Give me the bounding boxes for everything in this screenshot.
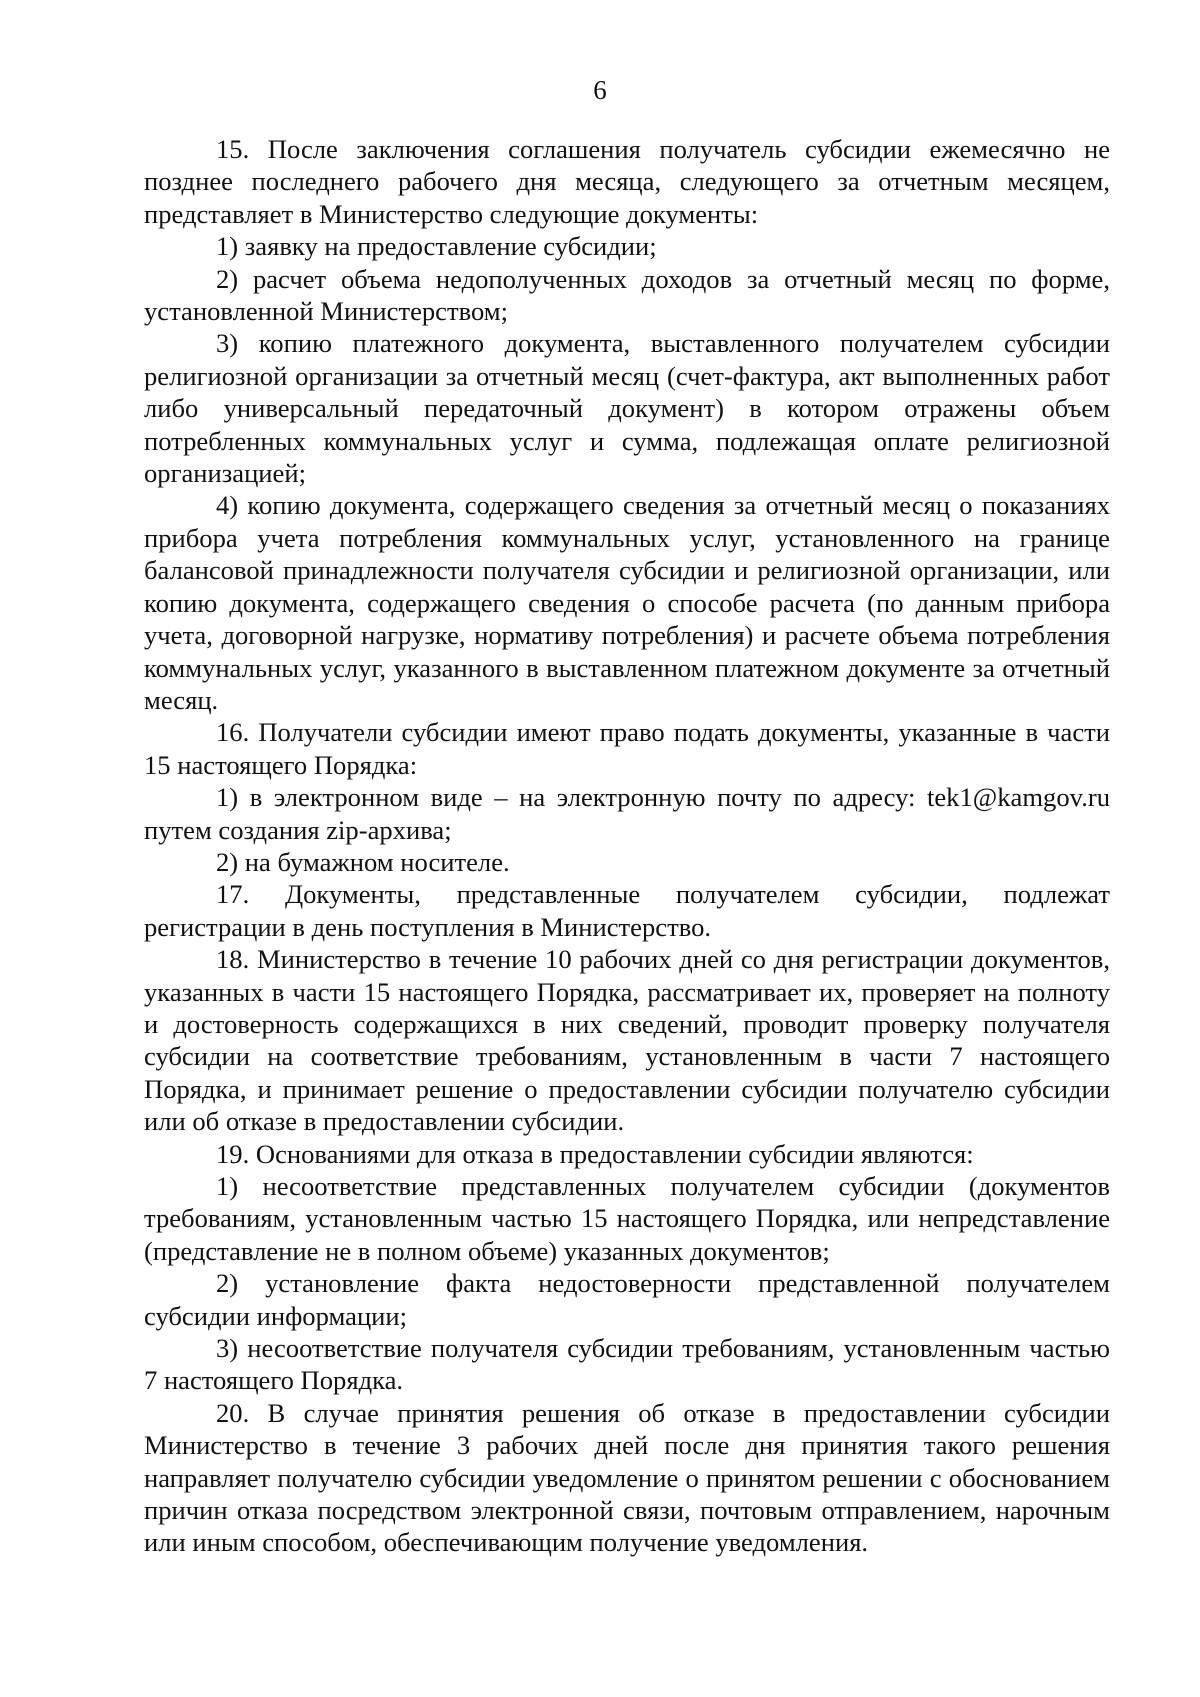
- paragraph-17: 17. Документы, представленные получателем субсидии, подлежат регистрации в день поступления в Министерство.: [144, 879, 1110, 942]
- paragraph-15: 15. После заключения соглашения получатель субсидии ежемесячно не позднее последнего рабочего дня месяца, следующего за отчетным месяцем, представляет в Министерство следующие документы:: [144, 134, 1110, 229]
- paragraph-15-item-1: 1) заявку на предоставление субсидии;: [216, 231, 657, 262]
- paragraph-19-item-3: 3) несоответствие получателя субсидии требованиям, установленным частью 7 настоящего Порядка.: [144, 1333, 1110, 1396]
- paragraph-15-item-2: 2) расчет объема недополученных доходов за отчетный месяц по форме, установленной Министерством;: [144, 263, 1110, 327]
- paragraph-18: 18. Министерство в течение 10 рабочих дней со дня регистрации документов, указанных в части 15 настоящего Порядка, рассматривает их, проверяет на полноту и достоверность содержащихся в них сведений, проводит проверку получателя субсидии на соответствие требованиям, установленным в части 7 настоящего Порядка, и принимает решение о предоставлении субсидии получателю субсидии или об отказе в предоставлении субсидии.: [144, 944, 1110, 1137]
- paragraph-15-item-3: 3) копию платежного документа, выставленного получателем субсидии религиозной организации за отчетный месяц (счет-фактура, акт выполненных работ либо универсальный передаточный документ) в котором отражены объем потребленных коммунальных услуг и сумма, подлежащая оплате религиозной организацией;: [144, 328, 1110, 489]
- paragraph-16-item-1: 1) в электронном виде – на электронную почту по адресу: tek1@kamgov.ru путем создания zip-архива;: [144, 782, 1110, 845]
- paragraph-19-item-1: 1) несоответствие представленных получателем субсидии (документов требованиям, установленным частью 15 настоящего Порядка, или непредставление (представление не в полном объеме) указанных документов;: [144, 1171, 1110, 1266]
- paragraph-15-item-4: 4) копию документа, содержащего сведения за отчетный месяц о показаниях прибора учета потребления коммунальных услуг, установленного на границе балансовой принадлежности получателя субсидии и религиозной организации, или копию документа, содержащего сведения о способе расчета (по данным прибора учета, договорной нагрузке, нормативу потребления) и расчете объема потребления коммунальных услуг, указанного в выставленном платежном документе за отчетный месяц.: [144, 490, 1110, 715]
- paragraph-19-item-2: 2) установление факта недостоверности представленной получателем субсидии информации;: [144, 1268, 1110, 1331]
- document-body: [144, 133, 1110, 1559]
- paragraph-16-item-2: 2) на бумажном носителе.: [216, 846, 510, 877]
- paragraph-20: 20. В случае принятия решения об отказе в предоставлении субсидии Министерство в течение 3 рабочих дней после дня принятия такого решения направляет получателю субсидии уведомление о принятом решении с обоснованием причин отказа посредством электронной связи, почтовым отправлением, нарочным или иным способом, обеспечивающим получение уведомления.: [144, 1397, 1110, 1558]
- paragraph-16: 16. Получатели субсидии имеют право подать документы, указанные в части 15 настоящего Порядка:: [144, 717, 1110, 780]
- page-number: 6: [593, 75, 607, 105]
- paragraph-19: 19. Основаниями для отказа в предоставлении субсидии являются:: [216, 1138, 974, 1169]
